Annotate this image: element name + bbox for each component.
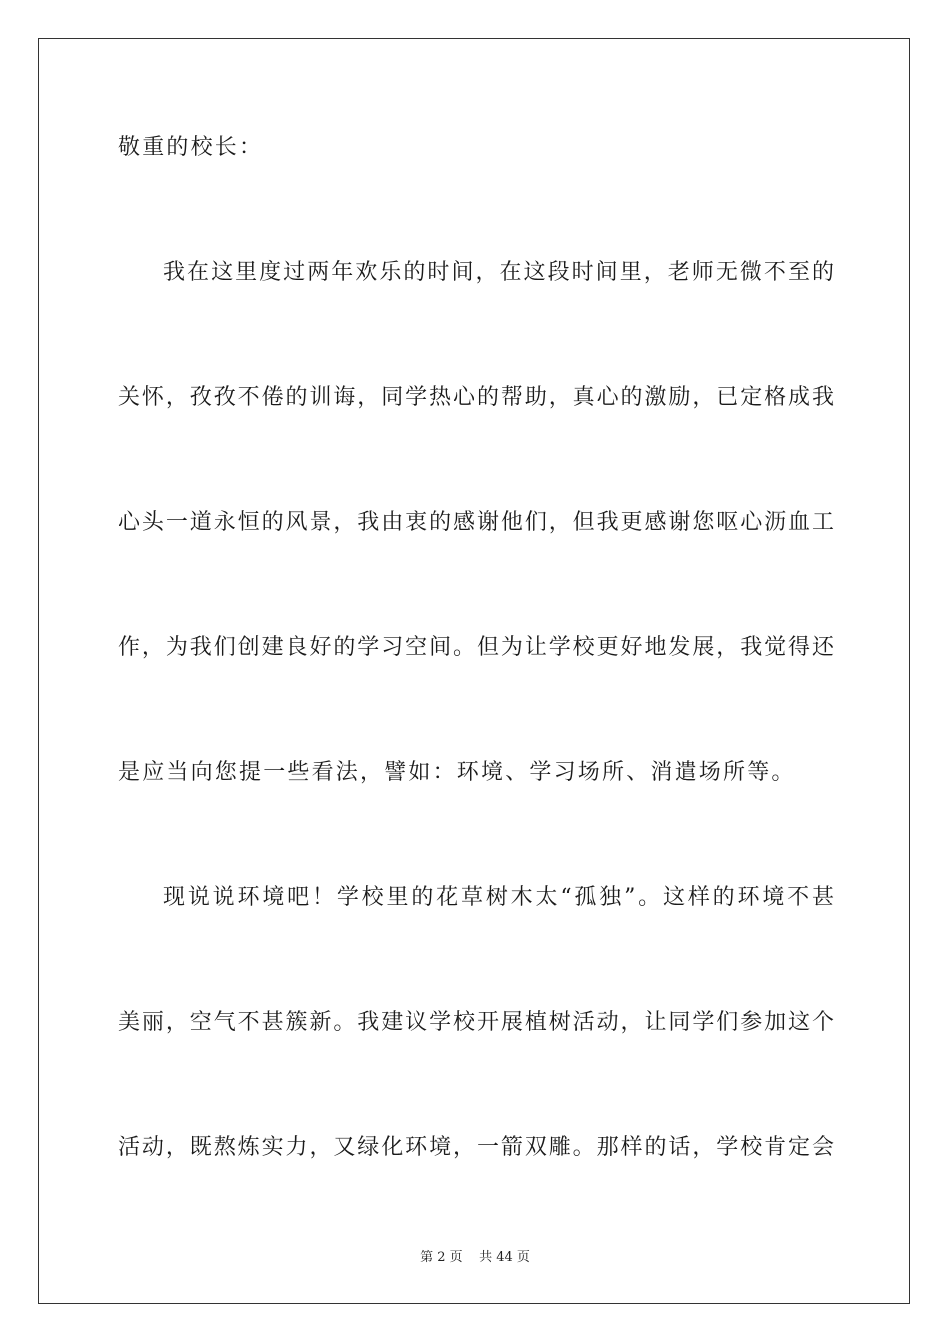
paragraph-line: 我在这里度过两年欢乐的时间，在这段时间里，老师无微不至的 bbox=[163, 260, 834, 285]
paragraph-line: 关怀，孜孜不倦的训诲，同学热心的帮助，真心的激励，已定格成我 bbox=[118, 385, 834, 410]
salutation: 敬重的校长： bbox=[118, 135, 264, 160]
paragraph-line: 活动，既熬炼实力，又绿化环境，一箭双雕。那样的话，学校肯定会 bbox=[118, 1135, 834, 1160]
page-border bbox=[38, 38, 910, 1304]
paragraph-line: 美丽，空气不甚簇新。我建议学校开展植树活动，让同学们参加这个 bbox=[118, 1010, 834, 1035]
paragraph-line: 作，为我们创建良好的学习空间。但为让学校更好地发展，我觉得还 bbox=[118, 635, 834, 660]
paragraph-line: 现说说环境吧！学校里的花草树木太“孤独”。这样的环境不甚 bbox=[163, 885, 834, 910]
page-number-footer: 第 2 页 共 44 页 bbox=[420, 1250, 530, 1265]
paragraph-line: 是应当向您提一些看法，譬如：环境、学习场所、消遣场所等。 bbox=[118, 760, 796, 785]
paragraph-line: 心头一道永恒的风景，我由衷的感谢他们，但我更感谢您呕心沥血工 bbox=[118, 510, 834, 535]
